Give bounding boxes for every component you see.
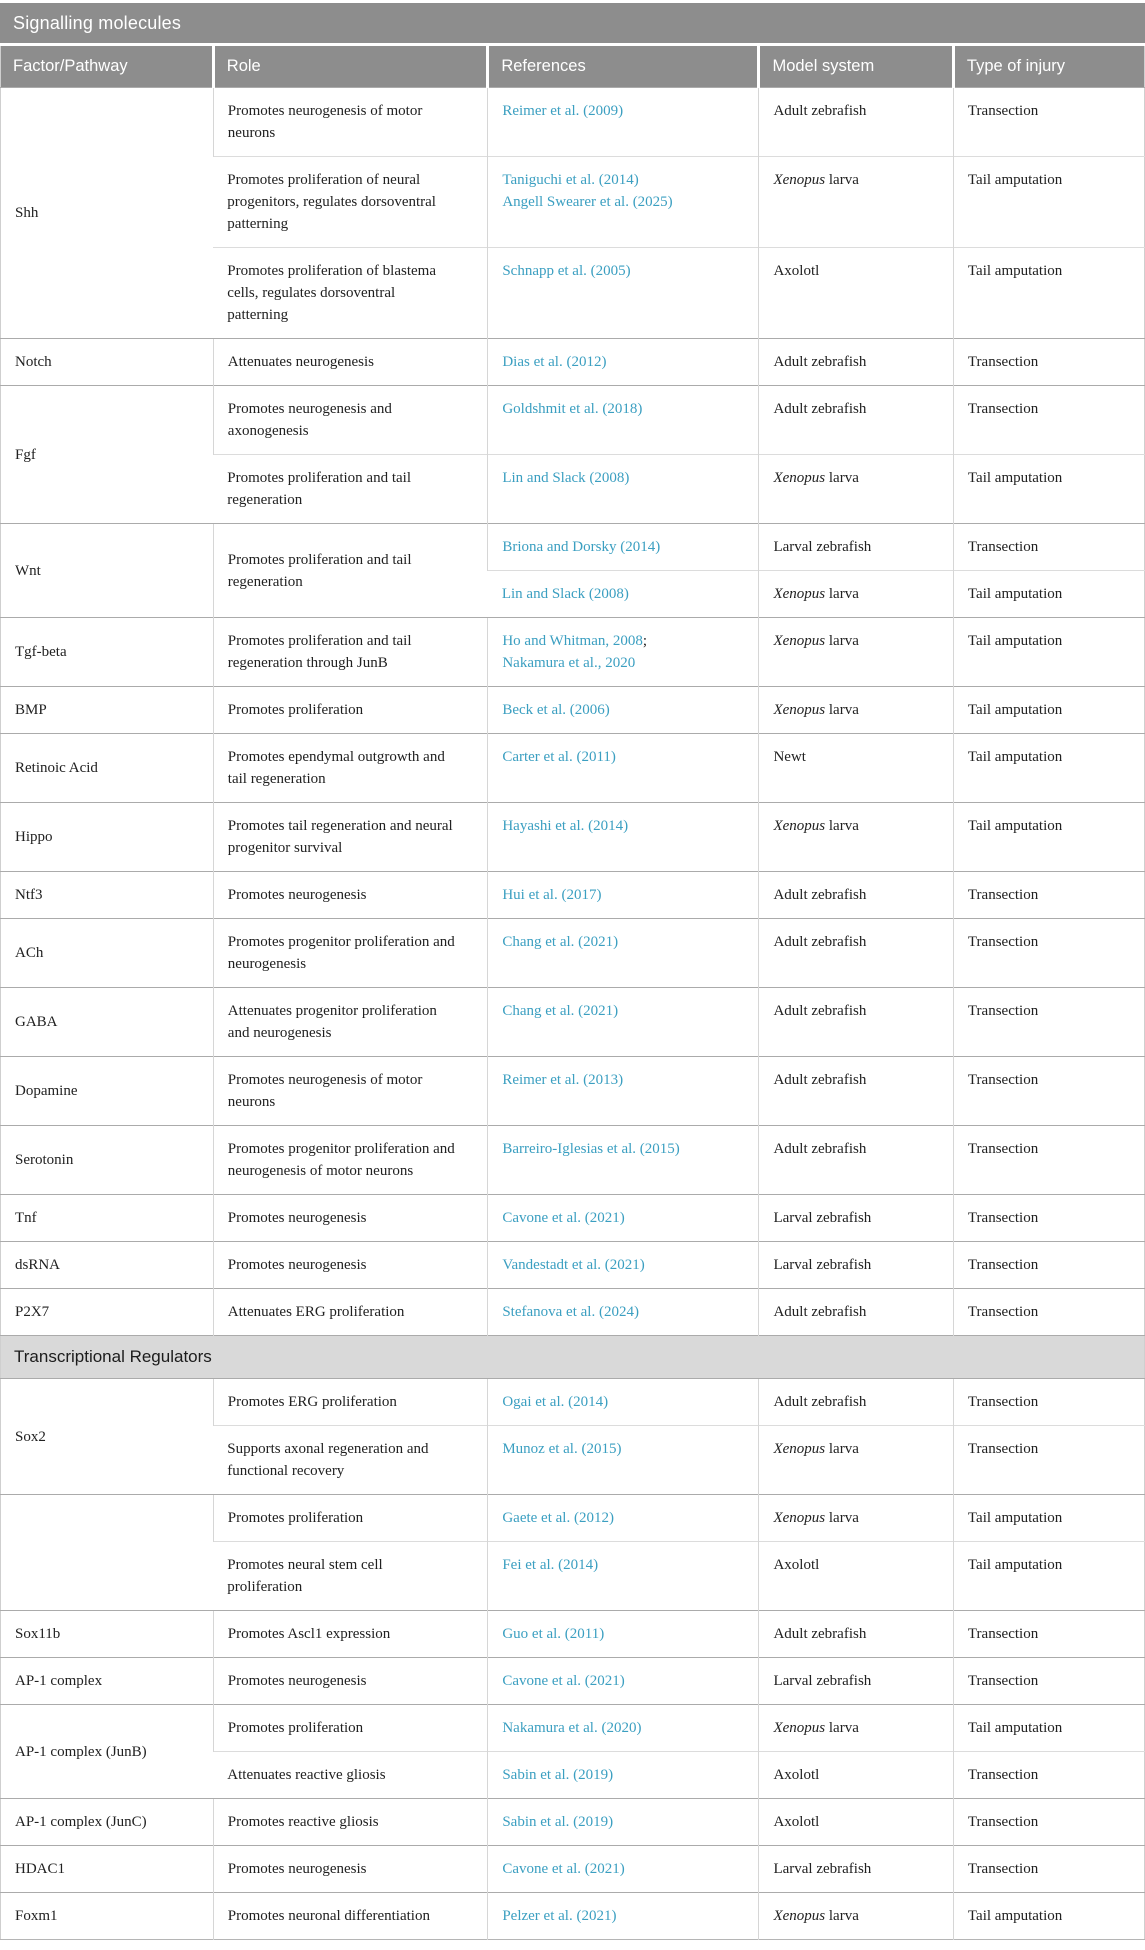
- role-cell: Promotes proliferation of neural progenitors, regulates dorsoventral patterning: [213, 157, 488, 248]
- role-cell: Promotes ependymal outgrowth and tail regeneration: [213, 734, 488, 803]
- reference-line: [502, 260, 730, 282]
- factor-cell: HDAC1: [1, 1846, 214, 1893]
- model-system-cell: [759, 1057, 953, 1126]
- reference-link[interactable]: Hui et al. (2017): [502, 887, 602, 903]
- reference-link[interactable]: Goldshmit et al. (2018): [502, 401, 643, 417]
- model-plain-text: Axolotl: [773, 1814, 820, 1830]
- factor-cell: Ntf3: [1, 872, 214, 919]
- table-row: [1, 1705, 1145, 1752]
- reference-link[interactable]: Sabin et al. (2019): [502, 1767, 614, 1783]
- model-plain-text: Larval zebrafish: [773, 1673, 872, 1689]
- injury-type-cell: Tail amputation: [953, 1705, 1144, 1752]
- factor-cell: Notch: [1, 339, 214, 386]
- table-row: [1, 1893, 1145, 1940]
- injury-type-cell: Transection: [953, 1752, 1144, 1799]
- model-plain-text: Axolotl: [773, 263, 820, 279]
- references-cell: [488, 1242, 759, 1289]
- injury-type-cell: Transection: [953, 1242, 1144, 1289]
- factor-cell: Hippo: [1, 803, 214, 872]
- references-cell: [488, 248, 759, 339]
- injury-type-cell: Tail amputation: [953, 687, 1144, 734]
- reference-link[interactable]: Cavone et al. (2021): [502, 1210, 625, 1226]
- model-plain-text: Adult zebrafish: [773, 354, 867, 370]
- model-italic-text: Xenopus: [773, 1510, 826, 1526]
- model-plain-text: Larval zebrafish: [773, 539, 872, 555]
- role-cell: Supports axonal regeneration and functional recovery: [213, 1426, 488, 1495]
- references-cell: [488, 157, 759, 248]
- references-cell: [488, 803, 759, 872]
- model-plain-text: larva: [825, 470, 859, 486]
- factor-cell: AP-1 complex: [1, 1658, 214, 1705]
- role-cell: Promotes neural stem cell proliferation: [213, 1542, 488, 1611]
- table-row: [1, 1799, 1145, 1846]
- table-row: [1, 919, 1145, 988]
- references-cell: [488, 1893, 759, 1940]
- factor-cell: [1, 1495, 214, 1611]
- references-cell: [488, 1799, 759, 1846]
- model-italic-text: Xenopus: [773, 633, 826, 649]
- column-header-model-system: Model system: [759, 46, 953, 88]
- role-cell: Promotes neurogenesis: [213, 872, 488, 919]
- model-italic-text: Xenopus: [773, 172, 826, 188]
- references-cell: [488, 872, 759, 919]
- references-cell: [488, 1611, 759, 1658]
- role-cell: Promotes neuronal differentiation: [213, 1893, 488, 1940]
- role-cell: Promotes proliferation: [213, 1705, 488, 1752]
- reference-line: [502, 100, 730, 122]
- reference-line: [502, 1623, 730, 1645]
- role-cell: Promotes progenitor proliferation and neurogenesis: [213, 919, 488, 988]
- model-system-cell: [759, 1495, 953, 1542]
- reference-line: [502, 1905, 730, 1927]
- factors-table: [0, 46, 1145, 1940]
- role-cell: Promotes proliferation and tail regeneration: [213, 455, 488, 524]
- reference-line: [502, 1858, 730, 1880]
- injury-type-cell: Transection: [953, 1426, 1144, 1495]
- column-header-row: [1, 46, 1145, 88]
- model-plain-text: Adult zebrafish: [773, 934, 867, 950]
- model-italic-text: Xenopus: [773, 470, 826, 486]
- reference-link[interactable]: Cavone et al. (2021): [502, 1673, 625, 1689]
- reference-link[interactable]: Hayashi et al. (2014): [502, 818, 629, 834]
- table-row: [1, 1289, 1145, 1336]
- model-plain-text: larva: [825, 1720, 859, 1736]
- table-row: [1, 1658, 1145, 1705]
- references-cell: [488, 1057, 759, 1126]
- model-system-cell: [759, 571, 953, 618]
- model-plain-text: Adult zebrafish: [773, 887, 867, 903]
- model-plain-text: Larval zebrafish: [773, 1257, 872, 1273]
- model-system-cell: [759, 88, 953, 157]
- injury-type-cell: Tail amputation: [953, 157, 1144, 248]
- model-plain-text: larva: [825, 172, 859, 188]
- reference-line: [502, 1438, 730, 1460]
- role-cell: Promotes reactive gliosis: [213, 1799, 488, 1846]
- role-cell: Promotes neurogenesis and axonogenesis: [213, 386, 488, 455]
- references-cell: [488, 524, 759, 571]
- column-header-type-of-injury: Type of injury: [953, 46, 1144, 88]
- model-system-cell: [759, 1799, 953, 1846]
- factor-cell: Serotonin: [1, 1126, 214, 1195]
- reference-link[interactable]: Gaete et al. (2012): [502, 1510, 614, 1526]
- role-cell: Promotes proliferation: [213, 1495, 488, 1542]
- model-plain-text: Adult zebrafish: [773, 401, 867, 417]
- model-plain-text: larva: [825, 1908, 859, 1924]
- column-header-role: Role: [213, 46, 488, 88]
- model-system-cell: [759, 455, 953, 524]
- factor-cell: P2X7: [1, 1289, 214, 1336]
- reference-link[interactable]: Dias et al. (2012): [502, 354, 607, 370]
- factor-cell: Shh: [1, 88, 214, 339]
- reference-link[interactable]: Stefanova et al. (2024): [502, 1304, 639, 1320]
- table-row: [1, 1126, 1145, 1195]
- reference-line: [502, 1069, 730, 1091]
- injury-type-cell: Transection: [953, 1611, 1144, 1658]
- model-system-cell: [759, 1379, 953, 1426]
- references-cell: [488, 618, 759, 687]
- factor-cell: Wnt: [1, 524, 214, 618]
- model-italic-text: Xenopus: [773, 1908, 826, 1924]
- model-system-cell: [759, 872, 953, 919]
- reference-link[interactable]: Carter et al. (2011): [502, 749, 616, 765]
- reference-line: [502, 1764, 730, 1786]
- reference-link[interactable]: Fei et al. (2014): [502, 1557, 599, 1573]
- role-cell: Promotes neurogenesis: [213, 1242, 488, 1289]
- injury-type-cell: Tail amputation: [953, 734, 1144, 803]
- model-system-cell: [759, 1542, 953, 1611]
- references-cell: [488, 1289, 759, 1336]
- references-cell: [488, 734, 759, 803]
- reference-line: [502, 1254, 730, 1276]
- model-system-cell: [759, 1242, 953, 1289]
- reference-line: [502, 1207, 730, 1229]
- reference-link[interactable]: Nakamura et al. (2020): [502, 1720, 642, 1736]
- factor-cell: Sox2: [1, 1379, 214, 1495]
- reference-link[interactable]: Angell Swearer et al. (2025): [502, 194, 673, 210]
- factor-cell: Dopamine: [1, 1057, 214, 1126]
- reference-link[interactable]: Schnapp et al. (2005): [502, 263, 631, 279]
- reference-line: [502, 1811, 730, 1833]
- table-row: [1, 872, 1145, 919]
- table-row: [1, 1846, 1145, 1893]
- reference-line: [502, 169, 730, 191]
- table-row: [1, 339, 1145, 386]
- table-row: [1, 734, 1145, 803]
- factor-cell: BMP: [1, 687, 214, 734]
- reference-line: [502, 191, 730, 213]
- references-cell: [488, 386, 759, 455]
- factor-cell: Foxm1: [1, 1893, 214, 1940]
- model-plain-text: larva: [825, 586, 859, 602]
- reference-link[interactable]: Sabin et al. (2019): [502, 1814, 614, 1830]
- model-plain-text: Adult zebrafish: [773, 1072, 867, 1088]
- role-cell: Promotes neurogenesis: [213, 1846, 488, 1893]
- model-plain-text: Newt: [773, 749, 806, 765]
- injury-type-cell: Transection: [953, 1126, 1144, 1195]
- reference-link[interactable]: Pelzer et al. (2021): [502, 1908, 617, 1924]
- table-row: [1, 803, 1145, 872]
- reference-line: [502, 931, 730, 953]
- reference-line: [502, 583, 731, 605]
- reference-line: [502, 536, 730, 558]
- model-system-cell: [759, 1611, 953, 1658]
- references-cell: [488, 339, 759, 386]
- model-plain-text: Larval zebrafish: [773, 1861, 872, 1877]
- model-plain-text: Adult zebrafish: [773, 1394, 867, 1410]
- reference-line: [502, 652, 730, 674]
- model-system-cell: [759, 1752, 953, 1799]
- role-cell: Attenuates progenitor proliferation and neurogenesis: [213, 988, 488, 1057]
- reference-link[interactable]: Beck et al. (2006): [502, 702, 610, 718]
- reference-line: [502, 351, 730, 373]
- injury-type-cell: Transection: [953, 1658, 1144, 1705]
- model-system-cell: [759, 919, 953, 988]
- injury-type-cell: Transection: [953, 1057, 1144, 1126]
- factor-cell: Sox11b: [1, 1611, 214, 1658]
- references-cell: [488, 455, 759, 524]
- reference-link[interactable]: Cavone et al. (2021): [502, 1861, 625, 1877]
- injury-type-cell: Tail amputation: [953, 1542, 1144, 1611]
- model-system-cell: [759, 1289, 953, 1336]
- role-cell: Promotes proliferation and tail regeneration through JunB: [213, 618, 488, 687]
- table-row: [1, 1611, 1145, 1658]
- model-system-cell: [759, 618, 953, 687]
- model-system-cell: [759, 1658, 953, 1705]
- model-plain-text: Larval zebrafish: [773, 1210, 872, 1226]
- injury-type-cell: Tail amputation: [953, 1495, 1144, 1542]
- section-header-transcriptional-regulators: Transcriptional Regulators: [1, 1336, 1145, 1379]
- references-cell: [488, 1495, 759, 1542]
- references-cell: [488, 1658, 759, 1705]
- role-cell: Promotes tail regeneration and neural progenitor survival: [213, 803, 488, 872]
- model-plain-text: larva: [825, 818, 859, 834]
- reference-line: [502, 1554, 730, 1576]
- role-cell: Promotes proliferation of blastema cells, regulates dorsoventral patterning: [213, 248, 488, 339]
- model-plain-text: Axolotl: [773, 1767, 820, 1783]
- factor-cell: dsRNA: [1, 1242, 214, 1289]
- reference-link[interactable]: Guo et al. (2011): [502, 1626, 605, 1642]
- model-system-cell: [759, 386, 953, 455]
- injury-type-cell: Transection: [953, 339, 1144, 386]
- table-row: [1, 687, 1145, 734]
- model-system-cell: [759, 1126, 953, 1195]
- reference-line: [502, 398, 730, 420]
- injury-type-cell: Transection: [953, 1195, 1144, 1242]
- role-cell: Attenuates neurogenesis: [213, 339, 488, 386]
- references-cell: [488, 1542, 759, 1611]
- reference-line: [502, 1301, 730, 1323]
- injury-type-cell: Transection: [953, 919, 1144, 988]
- reference-link[interactable]: Briona and Dorsky (2014): [502, 539, 661, 555]
- table-row: [1, 1195, 1145, 1242]
- reference-line: [502, 1717, 730, 1739]
- references-cell: [488, 1752, 759, 1799]
- reference-link[interactable]: Reimer et al. (2013): [502, 1072, 624, 1088]
- role-cell: Attenuates reactive gliosis: [213, 1752, 488, 1799]
- factor-cell: AP-1 complex (JunB): [1, 1705, 214, 1799]
- injury-type-cell: Tail amputation: [953, 248, 1144, 339]
- column-header-references: References: [488, 46, 759, 88]
- model-italic-text: Xenopus: [773, 818, 826, 834]
- model-plain-text: Adult zebrafish: [773, 103, 867, 119]
- model-system-cell: [759, 687, 953, 734]
- role-cell: Promotes neurogenesis: [213, 1658, 488, 1705]
- injury-type-cell: Tail amputation: [953, 1893, 1144, 1940]
- model-italic-text: Xenopus: [773, 1441, 826, 1457]
- model-plain-text: larva: [825, 633, 859, 649]
- model-plain-text: Axolotl: [773, 1557, 820, 1573]
- reference-line: [502, 1000, 730, 1022]
- reference-link[interactable]: Nakamura et al., 2020: [502, 655, 636, 671]
- table-row: [1, 386, 1145, 455]
- role-cell: Promotes neurogenesis of motor neurons: [213, 88, 488, 157]
- table-row: [1, 1495, 1145, 1542]
- role-cell: Promotes neurogenesis: [213, 1195, 488, 1242]
- model-system-cell: [759, 1846, 953, 1893]
- model-plain-text: larva: [825, 702, 859, 718]
- factor-cell: Fgf: [1, 386, 214, 524]
- model-plain-text: larva: [825, 1510, 859, 1526]
- references-cell: [488, 919, 759, 988]
- reference-link[interactable]: Ogai et al. (2014): [502, 1394, 609, 1410]
- injury-type-cell: Transection: [953, 1846, 1144, 1893]
- model-system-cell: [759, 157, 953, 248]
- role-cell: Promotes Ascl1 expression: [213, 1611, 488, 1658]
- reference-link[interactable]: Vandestadt et al. (2021): [502, 1257, 645, 1273]
- model-system-cell: [759, 1426, 953, 1495]
- table-row: [1, 618, 1145, 687]
- factor-cell: Retinoic Acid: [1, 734, 214, 803]
- reference-link[interactable]: Ho and Whitman, 2008: [502, 633, 643, 649]
- reference-link[interactable]: Taniguchi et al. (2014): [502, 172, 639, 188]
- injury-type-cell: Tail amputation: [953, 618, 1144, 687]
- reference-link[interactable]: Lin and Slack (2008): [502, 470, 630, 486]
- model-plain-text: Adult zebrafish: [773, 1304, 867, 1320]
- factor-cell: Tgf-beta: [1, 618, 214, 687]
- role-cell: Promotes proliferation: [213, 687, 488, 734]
- reference-line: [502, 746, 730, 768]
- table-row: [1, 988, 1145, 1057]
- table-row: [1, 88, 1145, 157]
- reference-link[interactable]: Chang et al. (2021): [502, 934, 619, 950]
- table-row: [1, 1242, 1145, 1289]
- section-header-row: [1, 1336, 1145, 1379]
- injury-type-cell: Tail amputation: [953, 571, 1144, 618]
- references-cell: [488, 571, 759, 618]
- reference-line: [502, 1507, 730, 1529]
- injury-type-cell: Transection: [953, 1379, 1144, 1426]
- reference-suffix: ;: [642, 633, 648, 649]
- injury-type-cell: Transection: [953, 872, 1144, 919]
- role-cell: Promotes proliferation and tail regeneration: [213, 524, 488, 618]
- injury-type-cell: Transection: [953, 386, 1144, 455]
- model-system-cell: [759, 1195, 953, 1242]
- model-system-cell: [759, 248, 953, 339]
- reference-line: [502, 1670, 730, 1692]
- role-cell: Promotes progenitor proliferation and neurogenesis of motor neurons: [213, 1126, 488, 1195]
- model-system-cell: [759, 734, 953, 803]
- references-cell: [488, 988, 759, 1057]
- table-row: [1, 1057, 1145, 1126]
- factor-cell: ACh: [1, 919, 214, 988]
- model-system-cell: [759, 339, 953, 386]
- model-italic-text: Xenopus: [773, 702, 826, 718]
- reference-line: [502, 699, 730, 721]
- reference-link[interactable]: Lin and Slack (2008): [501, 586, 629, 602]
- references-cell: [488, 1705, 759, 1752]
- references-cell: [488, 88, 759, 157]
- reference-link[interactable]: Reimer et al. (2009): [502, 103, 624, 119]
- reference-line: [502, 630, 730, 652]
- reference-link[interactable]: Barreiro-Iglesias et al. (2015): [502, 1141, 680, 1157]
- model-plain-text: larva: [825, 1441, 859, 1457]
- model-system-cell: [759, 1893, 953, 1940]
- table-section-title: Signalling molecules: [0, 3, 1145, 43]
- column-header-factor-pathway: Factor/Pathway: [1, 46, 214, 88]
- injury-type-cell: Tail amputation: [953, 803, 1144, 872]
- factor-cell: GABA: [1, 988, 214, 1057]
- reference-line: [502, 467, 730, 489]
- references-cell: [488, 1426, 759, 1495]
- factor-cell: AP-1 complex (JunC): [1, 1799, 214, 1846]
- model-italic-text: Xenopus: [773, 1720, 826, 1736]
- injury-type-cell: Transection: [953, 988, 1144, 1057]
- model-plain-text: Adult zebrafish: [773, 1003, 867, 1019]
- injury-type-cell: Transection: [953, 524, 1144, 571]
- references-cell: [488, 687, 759, 734]
- role-cell: Promotes neurogenesis of motor neurons: [213, 1057, 488, 1126]
- model-system-cell: [759, 1705, 953, 1752]
- model-italic-text: Xenopus: [773, 586, 826, 602]
- injury-type-cell: Tail amputation: [953, 455, 1144, 524]
- role-cell: Promotes ERG proliferation: [213, 1379, 488, 1426]
- reference-line: [502, 884, 730, 906]
- reference-line: [502, 1138, 730, 1160]
- table-row: [1, 524, 1145, 571]
- reference-link[interactable]: Munoz et al. (2015): [502, 1441, 622, 1457]
- references-cell: [488, 1126, 759, 1195]
- reference-line: [502, 1391, 730, 1413]
- references-cell: [488, 1379, 759, 1426]
- model-system-cell: [759, 988, 953, 1057]
- injury-type-cell: Transection: [953, 1799, 1144, 1846]
- table-row: [1, 1379, 1145, 1426]
- model-plain-text: Adult zebrafish: [773, 1141, 867, 1157]
- injury-type-cell: Transection: [953, 88, 1144, 157]
- model-system-cell: [759, 803, 953, 872]
- model-plain-text: Adult zebrafish: [773, 1626, 867, 1642]
- factor-cell: Tnf: [1, 1195, 214, 1242]
- model-system-cell: [759, 524, 953, 571]
- reference-link[interactable]: Chang et al. (2021): [502, 1003, 619, 1019]
- references-cell: [488, 1195, 759, 1242]
- reference-line: [502, 815, 730, 837]
- references-cell: [488, 1846, 759, 1893]
- injury-type-cell: Transection: [953, 1289, 1144, 1336]
- role-cell: Attenuates ERG proliferation: [213, 1289, 488, 1336]
